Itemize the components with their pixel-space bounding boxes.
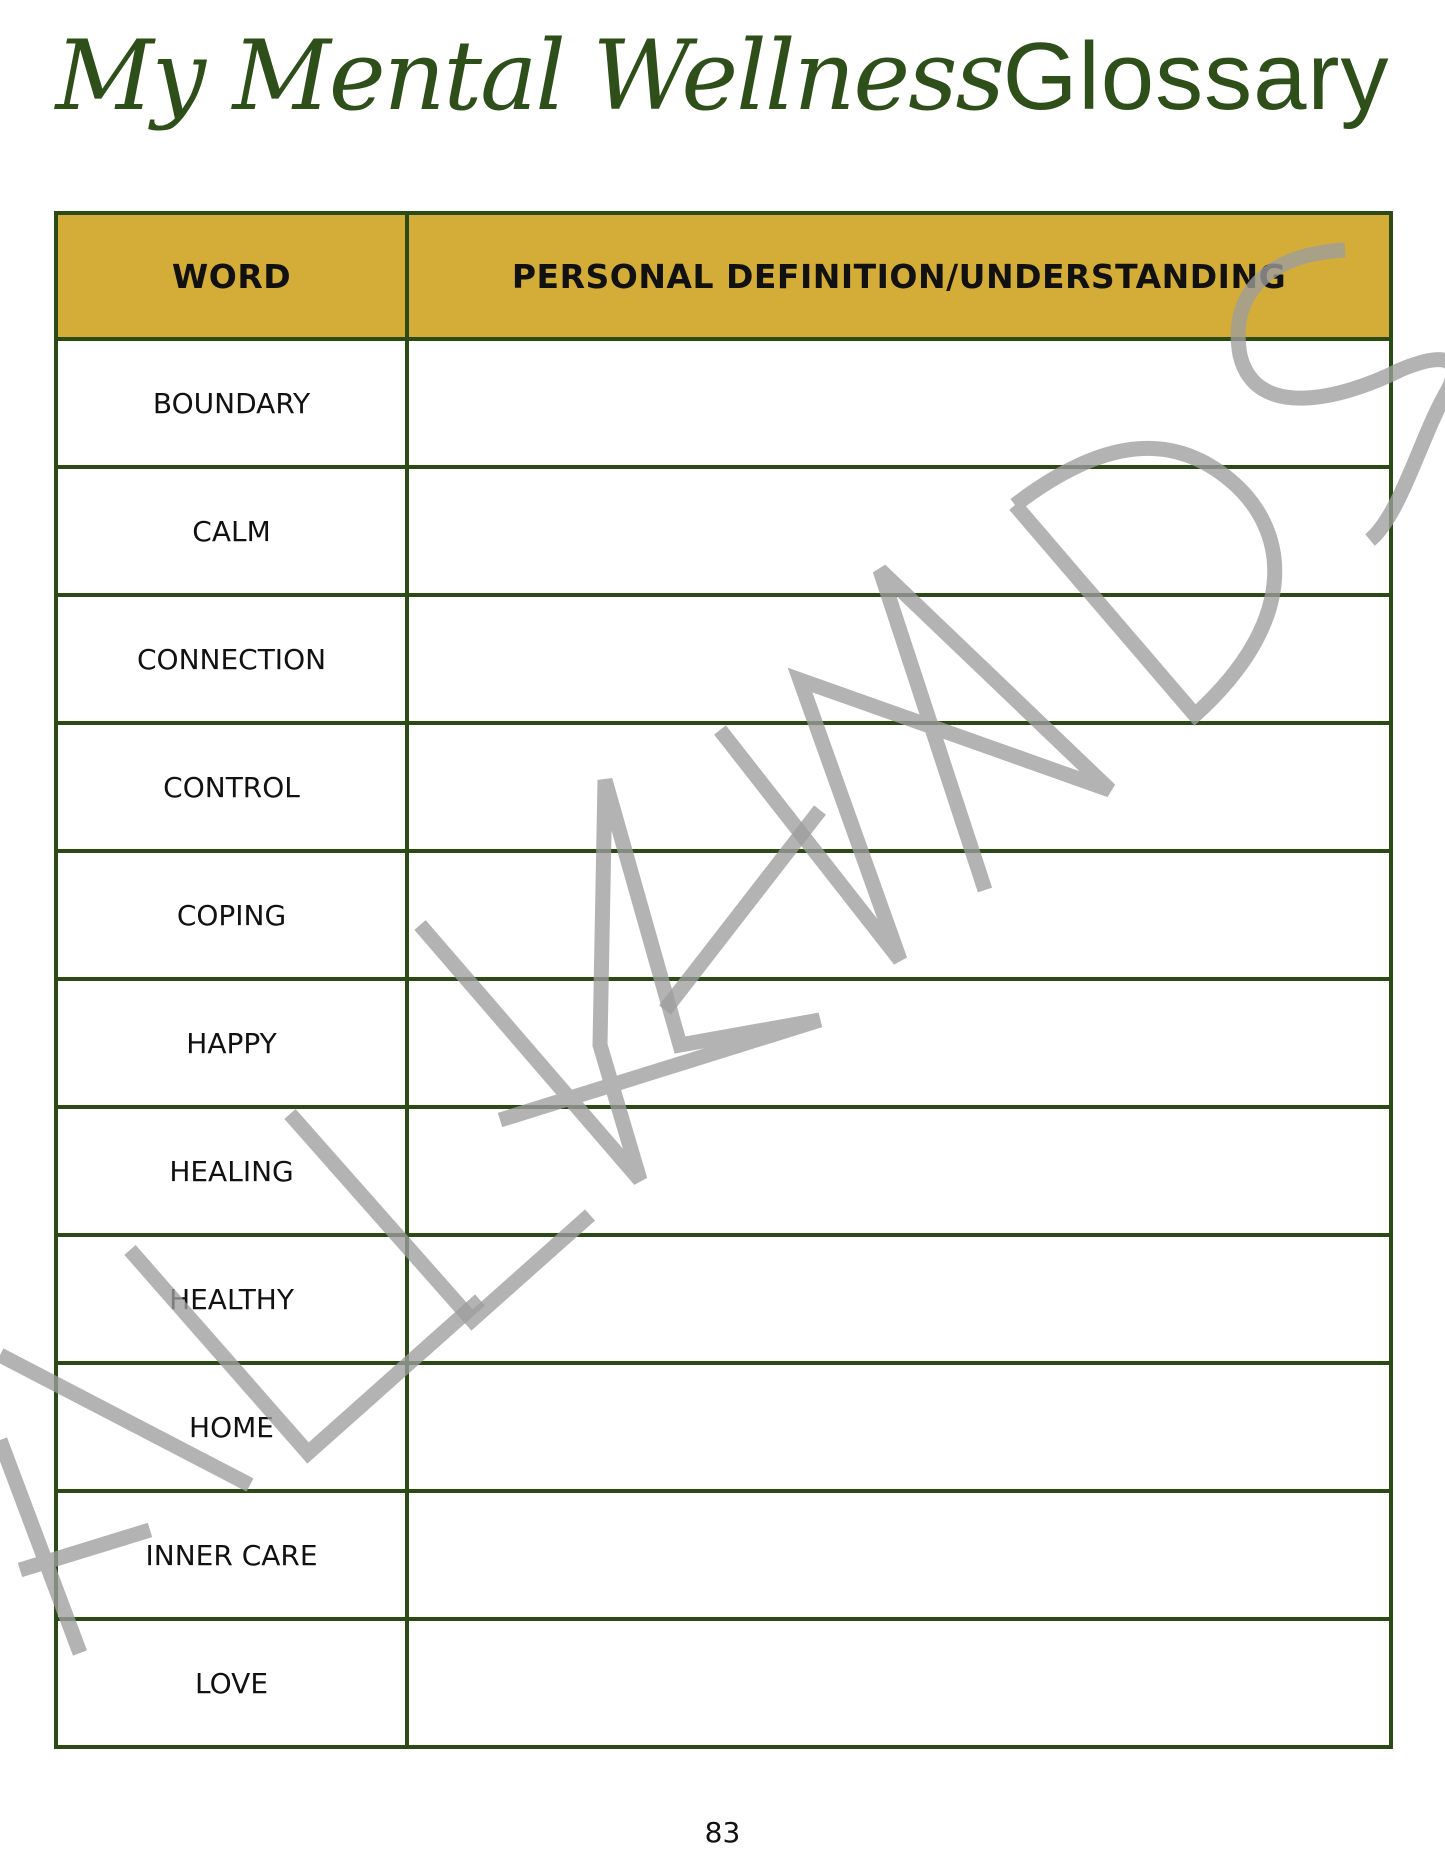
table-row — [56, 1107, 1391, 1235]
header-definition: PERSONAL DEFINITION/UNDERSTANDING — [407, 213, 1391, 339]
word-cell: INNER CARE — [56, 1491, 407, 1619]
table-row — [56, 851, 1391, 979]
glossary-table — [54, 211, 1393, 1749]
definition-cell[interactable] — [407, 1491, 1391, 1619]
word-cell: CONTROL — [56, 723, 407, 851]
header-word: WORD — [56, 213, 407, 339]
table-row — [56, 1235, 1391, 1363]
table-header-row — [56, 213, 1391, 339]
word-cell: BOUNDARY — [56, 339, 407, 467]
definition-cell[interactable] — [407, 467, 1391, 595]
word-cell: HAPPY — [56, 979, 407, 1107]
definition-cell[interactable] — [407, 723, 1391, 851]
definition-cell[interactable] — [407, 851, 1391, 979]
word-cell: HEALTHY — [56, 1235, 407, 1363]
title-plain-part: Glossary — [1002, 23, 1390, 130]
word-cell: CALM — [56, 467, 407, 595]
definition-cell[interactable] — [407, 339, 1391, 467]
page-title — [0, 20, 1445, 132]
definition-cell[interactable] — [407, 1363, 1391, 1491]
table-row — [56, 723, 1391, 851]
word-cell: COPING — [56, 851, 407, 979]
word-cell: LOVE — [56, 1619, 407, 1747]
title-script-part: My Mental Wellness — [55, 20, 1003, 132]
word-cell: CONNECTION — [56, 595, 407, 723]
table-row — [56, 1363, 1391, 1491]
word-cell: HOME — [56, 1363, 407, 1491]
definition-cell[interactable] — [407, 595, 1391, 723]
definition-cell[interactable] — [407, 1619, 1391, 1747]
page-number: 83 — [704, 1816, 741, 1849]
word-cell: HEALING — [56, 1107, 407, 1235]
table-row — [56, 1491, 1391, 1619]
table-row — [56, 467, 1391, 595]
table-row — [56, 339, 1391, 467]
definition-cell[interactable] — [407, 1235, 1391, 1363]
definition-cell[interactable] — [407, 1107, 1391, 1235]
table-row — [56, 595, 1391, 723]
table-row — [56, 979, 1391, 1107]
table-row — [56, 1619, 1391, 1747]
definition-cell[interactable] — [407, 979, 1391, 1107]
